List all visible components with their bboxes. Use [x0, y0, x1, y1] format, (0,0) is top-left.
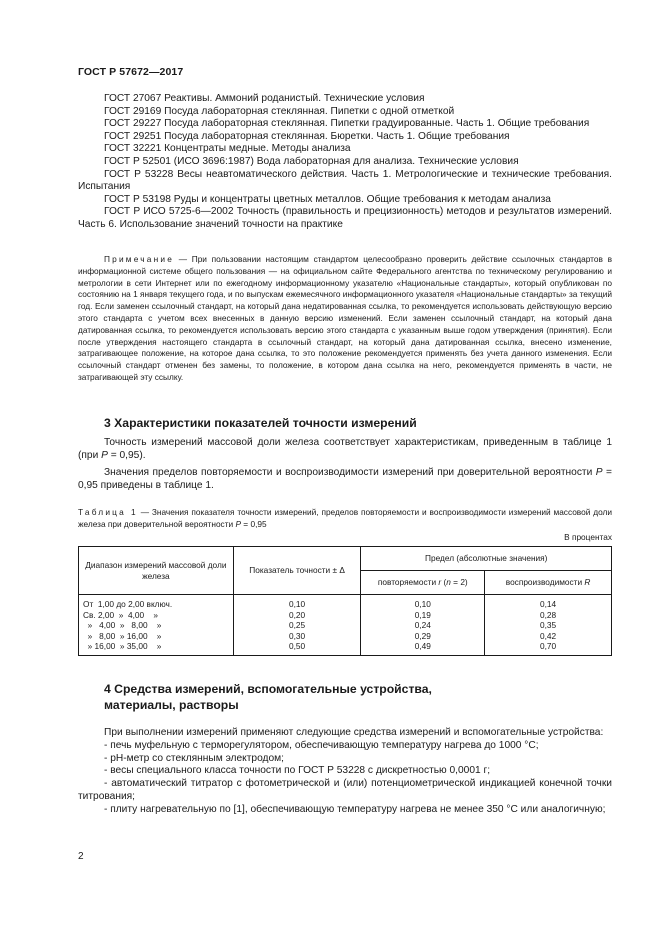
reference-item: ГОСТ 27067 Реактивы. Аммоний роданистый. Технические условия — [104, 93, 425, 104]
reference-item: ГОСТ Р 53228 Весы неавтоматического действия. Часть 1. Метрологические и технические требования. Испытания — [78, 168, 612, 193]
list-item: - весы специального класса точности по ГОСТ Р 53228 с дискретностью 0,0001 г; — [104, 765, 491, 777]
variable-n: n — [446, 577, 451, 588]
reference-item: ГОСТ Р 53198 Руды и концентраты цветных металлов. Общие требования к методам анализа — [104, 193, 551, 205]
note-paragraph — [78, 254, 612, 384]
cell-reproducibility: 0,70 — [485, 641, 612, 655]
cell-repeatability: 0,24 — [361, 620, 485, 631]
list-item: - рН-метр со стеклянным электродом; — [104, 752, 284, 764]
text-run: — Значения показателя точности измерений, пределов повторяемости и воспроизводимости измерений массовой доли железа при доверительной вероятности — [78, 507, 612, 529]
column-header-repeatability — [361, 571, 485, 595]
text-run: ( — [441, 577, 447, 588]
note-label: Примечание — [104, 254, 175, 264]
table-units: В процентах — [564, 532, 612, 542]
heading-line: материалы, растворы — [104, 698, 239, 712]
reference-item: ГОСТ Р 52501 (ИСО 3696:1987) Вода лабораторная для анализа. Технические условия — [104, 155, 519, 167]
cell-range: От 1,00 до 2,00 включ. — [79, 595, 234, 610]
cell-repeatability: 0,49 — [361, 641, 485, 655]
variable-r: r — [438, 577, 442, 588]
reference-item: ГОСТ 32221 Концентраты медные. Методы анализа — [104, 143, 351, 155]
text-run: = 0,95). — [107, 449, 146, 461]
cell-repeatability: 0,29 — [361, 631, 485, 642]
cell-accuracy: 0,25 — [233, 620, 361, 631]
text-run: = 2) — [450, 577, 468, 588]
cell-reproducibility: 0,35 — [485, 620, 612, 631]
list-item: - печь муфельную с терморегулятором, обеспечивающую температуру нагрева до 1000 °С; — [104, 739, 539, 751]
table-row — [79, 610, 612, 621]
heading-line: 4 Средства измерений, вспомогательные устройства, — [104, 682, 432, 696]
note-text: — При пользовании настоящим стандартом целесообразно проверить действие ссылочных стандартов в информационной системе общего пользования — на официальном сайте Федерального агентства по техническому регулированию и метрологии в сети Интернет или по ежегодному информационному указателю «Национальные стандарты», который опубликован по состоянию на 1 января текущего года, и по выпускам ежемесячного информационного указателя «Национальные стандарты» за текущий год. Если заменен ссылочный стандарт, на который дана недатированная ссылка, то рекомендуется использовать действующую версию этого стандарта с учетом всех внесенных в данную версию изменений. Если заменен ссылочный стандарт, на который дана датированная ссылка, то рекомендуется использовать версию этого стандарта с указанным выше годом утверждения (принятия). Если после утверждения настоящего стандарта в ссылочный стандарт, на который дана датированная ссылка, внесено изменение, затрагивающее положение, на которое дана ссылка, то это положение рекомендуется применять без учета данного изменения. Если ссылочный стандарт отменен без замены, то положение, в котором дана ссылка на него, рекомендуется применять в части, не затрагивающей эту ссылку. — [78, 254, 612, 382]
text-run: = 0,95 приведены в таблице 1. — [78, 467, 613, 491]
section-3-paragraph-2 — [78, 467, 612, 493]
cell-reproducibility: 0,14 — [485, 595, 612, 610]
text-run: воспроизводимости — [505, 577, 585, 588]
cell-accuracy: 0,20 — [233, 610, 361, 621]
list-item: - автоматический титратор с фотометрической и (или) потенциометрической индикацией конечной точки титрования; — [78, 778, 612, 802]
cell-reproducibility: 0,42 — [485, 631, 612, 642]
cell-accuracy: 0,30 — [233, 631, 361, 642]
text-run: Значения пределов повторяемости и воспроизводимости измерений при доверительной вероятности — [104, 467, 596, 478]
variable-p: P — [101, 449, 108, 461]
text-run: Точность измерений массовой доли железа соответствует характеристикам, приведенным в таблице 1 (при — [78, 437, 612, 461]
cell-range: » 4,00 » 8,00 » — [79, 620, 234, 631]
column-header-range: Диапазон измерений массовой доли железа — [79, 547, 234, 595]
variable-p: P — [235, 519, 241, 529]
column-header-limit: Предел (абсолютные значения) — [361, 547, 612, 571]
section-4-intro: При выполнении измерений применяют следующие средства измерений и вспомогательные устройства: — [104, 727, 604, 738]
cell-repeatability: 0,19 — [361, 610, 485, 621]
page-number: 2 — [78, 851, 84, 862]
cell-accuracy: 0,50 — [233, 641, 361, 655]
variable-p: P — [595, 467, 603, 478]
cell-accuracy: 0,10 — [233, 595, 361, 610]
table-row — [79, 620, 612, 631]
cell-reproducibility: 0,28 — [485, 610, 612, 621]
column-header-accuracy: Показатель точности ± Δ — [233, 547, 361, 595]
cell-range: » 16,00 » 35,00 » — [79, 641, 234, 655]
table-caption — [78, 506, 612, 530]
text-run: повторяемости — [377, 577, 439, 588]
section-3-heading: 3 Характеристики показателей точности измерений — [104, 416, 417, 430]
equipment-list — [78, 727, 612, 817]
cell-repeatability: 0,10 — [361, 595, 485, 610]
variable-R: R — [584, 577, 591, 588]
table-row — [79, 641, 612, 655]
table-row — [79, 595, 612, 610]
reference-item: ГОСТ 29227 Посуда лабораторная стеклянная. Пипетки градуированные. Часть 1. Общие требования — [104, 118, 590, 130]
precision-table — [78, 546, 612, 656]
table-label: Таблица 1 — [78, 507, 138, 517]
cell-range: » 8,00 » 16,00 » — [79, 631, 234, 642]
document-header: ГОСТ Р 57672—2017 — [78, 66, 184, 78]
normative-references-list — [78, 93, 612, 232]
reference-item: ГОСТ Р ИСО 5725-6—2002 Точность (правильность и прецизионность) методов и результатов измерений. Часть 6. Использование значений точности на практике — [78, 206, 612, 230]
reference-item: ГОСТ 29169 Посуда лабораторная стеклянная. Пипетки с одной отметкой — [104, 105, 455, 117]
section-3-paragraph-1 — [78, 437, 612, 463]
reference-item: ГОСТ 29251 Посуда лабораторная стеклянная. Бюретки. Часть 1. Общие требования — [104, 130, 510, 142]
column-header-reproducibility — [485, 571, 612, 595]
section-4-heading — [104, 681, 524, 713]
text-run: = 0,95 — [241, 519, 267, 529]
list-item: - плиту нагревательную по [1], обеспечивающую температуру нагрева не менее 350 °С или аналогичную; — [104, 803, 606, 815]
cell-range: Св. 2,00 » 4,00 » — [79, 610, 234, 621]
table-row — [79, 631, 612, 642]
